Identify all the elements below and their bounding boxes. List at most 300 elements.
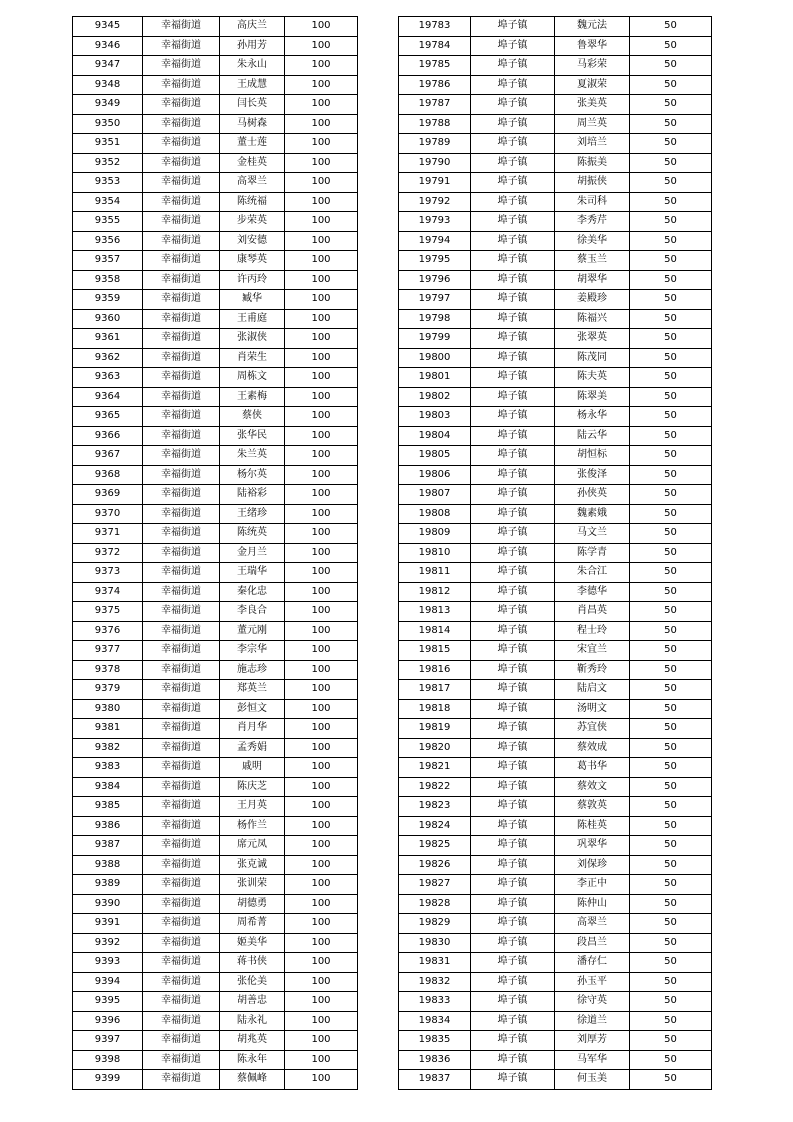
amount-cell: 100 [285,212,358,232]
amount-cell: 100 [285,36,358,56]
name-cell: 王素梅 [220,387,285,407]
amount-cell: 100 [285,1070,358,1090]
serial-number-cell: 19795 [399,251,471,271]
district-cell: 幸福街道 [143,485,220,505]
serial-number-cell: 9361 [73,329,143,349]
district-cell: 埠子镇 [471,309,555,329]
serial-number-cell: 19792 [399,192,471,212]
table-row [73,56,358,76]
serial-number-cell: 19825 [399,836,471,856]
table-row [399,387,712,407]
name-cell: 胡恒标 [555,446,630,466]
table-row [399,95,712,115]
amount-cell: 100 [285,738,358,758]
district-cell: 幸福街道 [143,1011,220,1031]
district-cell: 埠子镇 [471,524,555,544]
table-row [73,914,358,934]
district-cell: 幸福街道 [143,1031,220,1051]
amount-cell: 50 [630,1011,712,1031]
name-cell: 蒋书侠 [220,953,285,973]
district-cell: 埠子镇 [471,134,555,154]
amount-cell: 100 [285,602,358,622]
serial-number-cell: 19829 [399,914,471,934]
serial-number-cell: 9359 [73,290,143,310]
district-cell: 幸福街道 [143,914,220,934]
serial-number-cell: 19834 [399,1011,471,1031]
amount-cell: 100 [285,992,358,1012]
amount-cell: 100 [285,446,358,466]
serial-number-cell: 9393 [73,953,143,973]
district-cell: 埠子镇 [471,660,555,680]
district-cell: 埠子镇 [471,114,555,134]
amount-cell: 50 [630,543,712,563]
district-cell: 幸福街道 [143,641,220,661]
district-cell: 埠子镇 [471,17,555,37]
amount-cell: 50 [630,17,712,37]
table-row [399,777,712,797]
district-cell: 幸福街道 [143,407,220,427]
district-cell: 埠子镇 [471,329,555,349]
name-cell: 高庆兰 [220,17,285,37]
name-cell: 张美英 [555,95,630,115]
amount-cell: 50 [630,173,712,193]
serial-number-cell: 9380 [73,699,143,719]
serial-number-cell: 19793 [399,212,471,232]
district-cell: 幸福街道 [143,758,220,778]
district-cell: 幸福街道 [143,1070,220,1090]
district-cell: 埠子镇 [471,758,555,778]
name-cell: 王瑞华 [220,563,285,583]
name-cell: 肖月华 [220,719,285,739]
name-cell: 陈翠美 [555,387,630,407]
name-cell: 葛书华 [555,758,630,778]
amount-cell: 50 [630,251,712,271]
table-row [399,621,712,641]
district-cell: 埠子镇 [471,270,555,290]
amount-cell: 50 [630,56,712,76]
district-cell: 埠子镇 [471,75,555,95]
amount-cell: 50 [630,95,712,115]
amount-cell: 100 [285,231,358,251]
amount-cell: 50 [630,36,712,56]
amount-cell: 100 [285,485,358,505]
serial-number-cell: 19786 [399,75,471,95]
serial-number-cell: 19803 [399,407,471,427]
table-row [399,1070,712,1090]
amount-cell: 50 [630,1070,712,1090]
name-cell: 蔡效成 [555,738,630,758]
district-cell: 埠子镇 [471,290,555,310]
name-cell: 陈桂英 [555,816,630,836]
district-cell: 幸福街道 [143,251,220,271]
district-cell: 埠子镇 [471,56,555,76]
name-cell: 李良合 [220,602,285,622]
serial-number-cell: 9368 [73,465,143,485]
table-row [73,680,358,700]
amount-cell: 50 [630,816,712,836]
serial-number-cell: 9377 [73,641,143,661]
amount-cell: 100 [285,134,358,154]
name-cell: 徐美华 [555,231,630,251]
district-cell: 幸福街道 [143,36,220,56]
table-row [399,543,712,563]
name-cell: 陆裕彩 [220,485,285,505]
amount-cell: 50 [630,504,712,524]
table-row [399,933,712,953]
amount-cell: 100 [285,1031,358,1051]
district-cell: 埠子镇 [471,1031,555,1051]
name-cell: 步荣英 [220,212,285,232]
name-cell: 陆云华 [555,426,630,446]
table-row [73,992,358,1012]
amount-cell: 50 [630,660,712,680]
table-row [73,348,358,368]
district-cell: 幸福街道 [143,309,220,329]
amount-cell: 50 [630,134,712,154]
district-cell: 埠子镇 [471,953,555,973]
name-cell: 肖荣生 [220,348,285,368]
table-row [73,719,358,739]
serial-number-cell: 19802 [399,387,471,407]
table-row [399,251,712,271]
serial-number-cell: 9387 [73,836,143,856]
serial-number-cell: 9363 [73,368,143,388]
amount-cell: 100 [285,173,358,193]
table-row [73,368,358,388]
table-row [399,1050,712,1070]
serial-number-cell: 19798 [399,309,471,329]
table-row [399,582,712,602]
serial-number-cell: 9375 [73,602,143,622]
table-row [399,524,712,544]
serial-number-cell: 9355 [73,212,143,232]
district-cell: 幸福街道 [143,426,220,446]
table-row [73,192,358,212]
payment-table-right [398,16,712,1090]
serial-number-cell: 19791 [399,173,471,193]
table-row [399,485,712,505]
district-cell: 埠子镇 [471,348,555,368]
district-cell: 埠子镇 [471,485,555,505]
table-row [73,1070,358,1090]
name-cell: 朱兰英 [220,446,285,466]
name-cell: 许丙玲 [220,270,285,290]
table-row [73,465,358,485]
serial-number-cell: 19808 [399,504,471,524]
amount-cell: 50 [630,914,712,934]
district-cell: 埠子镇 [471,426,555,446]
district-cell: 幸福街道 [143,56,220,76]
name-cell: 马树森 [220,114,285,134]
table-row [399,56,712,76]
serial-number-cell: 19788 [399,114,471,134]
serial-number-cell: 19821 [399,758,471,778]
serial-number-cell: 9378 [73,660,143,680]
serial-number-cell: 19805 [399,446,471,466]
table-row [73,836,358,856]
serial-number-cell: 19815 [399,641,471,661]
amount-cell: 50 [630,992,712,1012]
name-cell: 郑英兰 [220,680,285,700]
district-cell: 埠子镇 [471,992,555,1012]
name-cell: 何玉美 [555,1070,630,1090]
serial-number-cell: 9346 [73,36,143,56]
serial-number-cell: 9392 [73,933,143,953]
amount-cell: 50 [630,758,712,778]
serial-number-cell: 19818 [399,699,471,719]
name-cell: 张克诚 [220,855,285,875]
district-cell: 幸福街道 [143,192,220,212]
district-cell: 幸福街道 [143,699,220,719]
name-cell: 孟秀娟 [220,738,285,758]
amount-cell: 100 [285,17,358,37]
serial-number-cell: 19820 [399,738,471,758]
district-cell: 埠子镇 [471,797,555,817]
district-cell: 幸福街道 [143,212,220,232]
name-cell: 高翠兰 [220,173,285,193]
serial-number-cell: 9373 [73,563,143,583]
name-cell: 姜殿珍 [555,290,630,310]
district-cell: 幸福街道 [143,563,220,583]
serial-number-cell: 9371 [73,524,143,544]
serial-number-cell: 19789 [399,134,471,154]
serial-number-cell: 9379 [73,680,143,700]
name-cell: 朱合江 [555,563,630,583]
serial-number-cell: 19835 [399,1031,471,1051]
district-cell: 幸福街道 [143,114,220,134]
serial-number-cell: 9374 [73,582,143,602]
table-row [73,855,358,875]
serial-number-cell: 19787 [399,95,471,115]
table-row [73,1050,358,1070]
name-cell: 刘培兰 [555,134,630,154]
table-row [399,972,712,992]
table-row [73,17,358,37]
name-cell: 席元凤 [220,836,285,856]
name-cell: 彭恒文 [220,699,285,719]
amount-cell: 100 [285,95,358,115]
district-cell: 埠子镇 [471,1050,555,1070]
amount-cell: 50 [630,582,712,602]
name-cell: 陈仲山 [555,894,630,914]
name-cell: 段昌兰 [555,933,630,953]
district-cell: 幸福街道 [143,933,220,953]
table-row [73,582,358,602]
district-cell: 埠子镇 [471,368,555,388]
name-cell: 孙侠英 [555,485,630,505]
district-cell: 幸福街道 [143,797,220,817]
table-row [399,1011,712,1031]
amount-cell: 50 [630,212,712,232]
amount-cell: 100 [285,329,358,349]
name-cell: 张伦美 [220,972,285,992]
amount-cell: 50 [630,153,712,173]
serial-number-cell: 19794 [399,231,471,251]
name-cell: 杨永华 [555,407,630,427]
name-cell: 魏元法 [555,17,630,37]
name-cell: 刘厚芳 [555,1031,630,1051]
name-cell: 王成慧 [220,75,285,95]
amount-cell: 50 [630,836,712,856]
amount-cell: 100 [285,153,358,173]
name-cell: 胡兆英 [220,1031,285,1051]
table-row [73,504,358,524]
serial-number-cell: 9390 [73,894,143,914]
table-row [73,309,358,329]
serial-number-cell: 19810 [399,543,471,563]
table-row [399,134,712,154]
amount-cell: 100 [285,1011,358,1031]
table-row [73,290,358,310]
district-cell: 幸福街道 [143,387,220,407]
serial-number-cell: 19814 [399,621,471,641]
name-cell: 李德华 [555,582,630,602]
amount-cell: 50 [630,309,712,329]
table-row [399,1031,712,1051]
amount-cell: 100 [285,680,358,700]
serial-number-cell: 9351 [73,134,143,154]
table-row [399,699,712,719]
amount-cell: 50 [630,75,712,95]
district-cell: 幸福街道 [143,621,220,641]
payment-table-left [72,16,358,1090]
amount-cell: 50 [630,329,712,349]
district-cell: 埠子镇 [471,914,555,934]
amount-cell: 100 [285,855,358,875]
table-row [73,212,358,232]
name-cell: 董元刚 [220,621,285,641]
name-cell: 胡善忠 [220,992,285,1012]
amount-cell: 50 [630,894,712,914]
district-cell: 幸福街道 [143,680,220,700]
table-row [73,95,358,115]
name-cell: 苏宜侠 [555,719,630,739]
name-cell: 巩翠华 [555,836,630,856]
name-cell: 汤明文 [555,699,630,719]
amount-cell: 50 [630,1050,712,1070]
name-cell: 王月英 [220,797,285,817]
amount-cell: 50 [630,719,712,739]
amount-cell: 100 [285,719,358,739]
serial-number-cell: 19824 [399,816,471,836]
district-cell: 埠子镇 [471,1011,555,1031]
name-cell: 秦化忠 [220,582,285,602]
table-row [399,894,712,914]
serial-number-cell: 9396 [73,1011,143,1031]
amount-cell: 100 [285,504,358,524]
district-cell: 埠子镇 [471,192,555,212]
amount-cell: 50 [630,953,712,973]
amount-cell: 50 [630,641,712,661]
name-cell: 胡翠华 [555,270,630,290]
serial-number-cell: 9367 [73,446,143,466]
district-cell: 埠子镇 [471,972,555,992]
amount-cell: 100 [285,56,358,76]
district-cell: 埠子镇 [471,855,555,875]
district-cell: 埠子镇 [471,387,555,407]
name-cell: 刘保珍 [555,855,630,875]
amount-cell: 50 [630,485,712,505]
amount-cell: 50 [630,524,712,544]
amount-cell: 100 [285,582,358,602]
amount-cell: 100 [285,777,358,797]
table-row [73,953,358,973]
table-row [399,231,712,251]
table-row [73,602,358,622]
district-cell: 埠子镇 [471,36,555,56]
name-cell: 宋宜兰 [555,641,630,661]
name-cell: 戚明 [220,758,285,778]
table-row [399,407,712,427]
name-cell: 姬美华 [220,933,285,953]
amount-cell: 100 [285,797,358,817]
table-row [73,426,358,446]
name-cell: 徐守英 [555,992,630,1012]
district-cell: 埠子镇 [471,738,555,758]
table-row [73,797,358,817]
table-row [73,563,358,583]
name-cell: 张俊泽 [555,465,630,485]
amount-cell: 100 [285,290,358,310]
district-cell: 埠子镇 [471,543,555,563]
name-cell: 马文兰 [555,524,630,544]
amount-cell: 50 [630,426,712,446]
amount-cell: 50 [630,972,712,992]
district-cell: 埠子镇 [471,836,555,856]
district-cell: 埠子镇 [471,602,555,622]
serial-number-cell: 9356 [73,231,143,251]
name-cell: 蔡玉兰 [555,251,630,271]
amount-cell: 50 [630,602,712,622]
name-cell: 夏淑荣 [555,75,630,95]
serial-number-cell: 19828 [399,894,471,914]
serial-number-cell: 19832 [399,972,471,992]
name-cell: 施志珍 [220,660,285,680]
name-cell: 李正中 [555,875,630,895]
name-cell: 胡德勇 [220,894,285,914]
table-row [73,329,358,349]
name-cell: 周兰英 [555,114,630,134]
serial-number-cell: 19807 [399,485,471,505]
serial-number-cell: 9357 [73,251,143,271]
table-row [399,348,712,368]
table-row [399,290,712,310]
serial-number-cell: 9369 [73,485,143,505]
district-cell: 埠子镇 [471,1070,555,1090]
serial-number-cell: 9364 [73,387,143,407]
serial-number-cell: 9348 [73,75,143,95]
amount-cell: 50 [630,231,712,251]
district-cell: 幸福街道 [143,816,220,836]
amount-cell: 50 [630,192,712,212]
serial-number-cell: 9383 [73,758,143,778]
district-cell: 埠子镇 [471,621,555,641]
table-row [399,660,712,680]
district-cell: 幸福街道 [143,660,220,680]
name-cell: 陆启文 [555,680,630,700]
name-cell: 魏素娥 [555,504,630,524]
table-row [399,875,712,895]
serial-number-cell: 9385 [73,797,143,817]
serial-number-cell: 19816 [399,660,471,680]
amount-cell: 50 [630,1031,712,1051]
name-cell: 陈永年 [220,1050,285,1070]
table-row [399,368,712,388]
serial-number-cell: 19837 [399,1070,471,1090]
serial-number-cell: 9394 [73,972,143,992]
table-row [399,797,712,817]
serial-number-cell: 19783 [399,17,471,37]
